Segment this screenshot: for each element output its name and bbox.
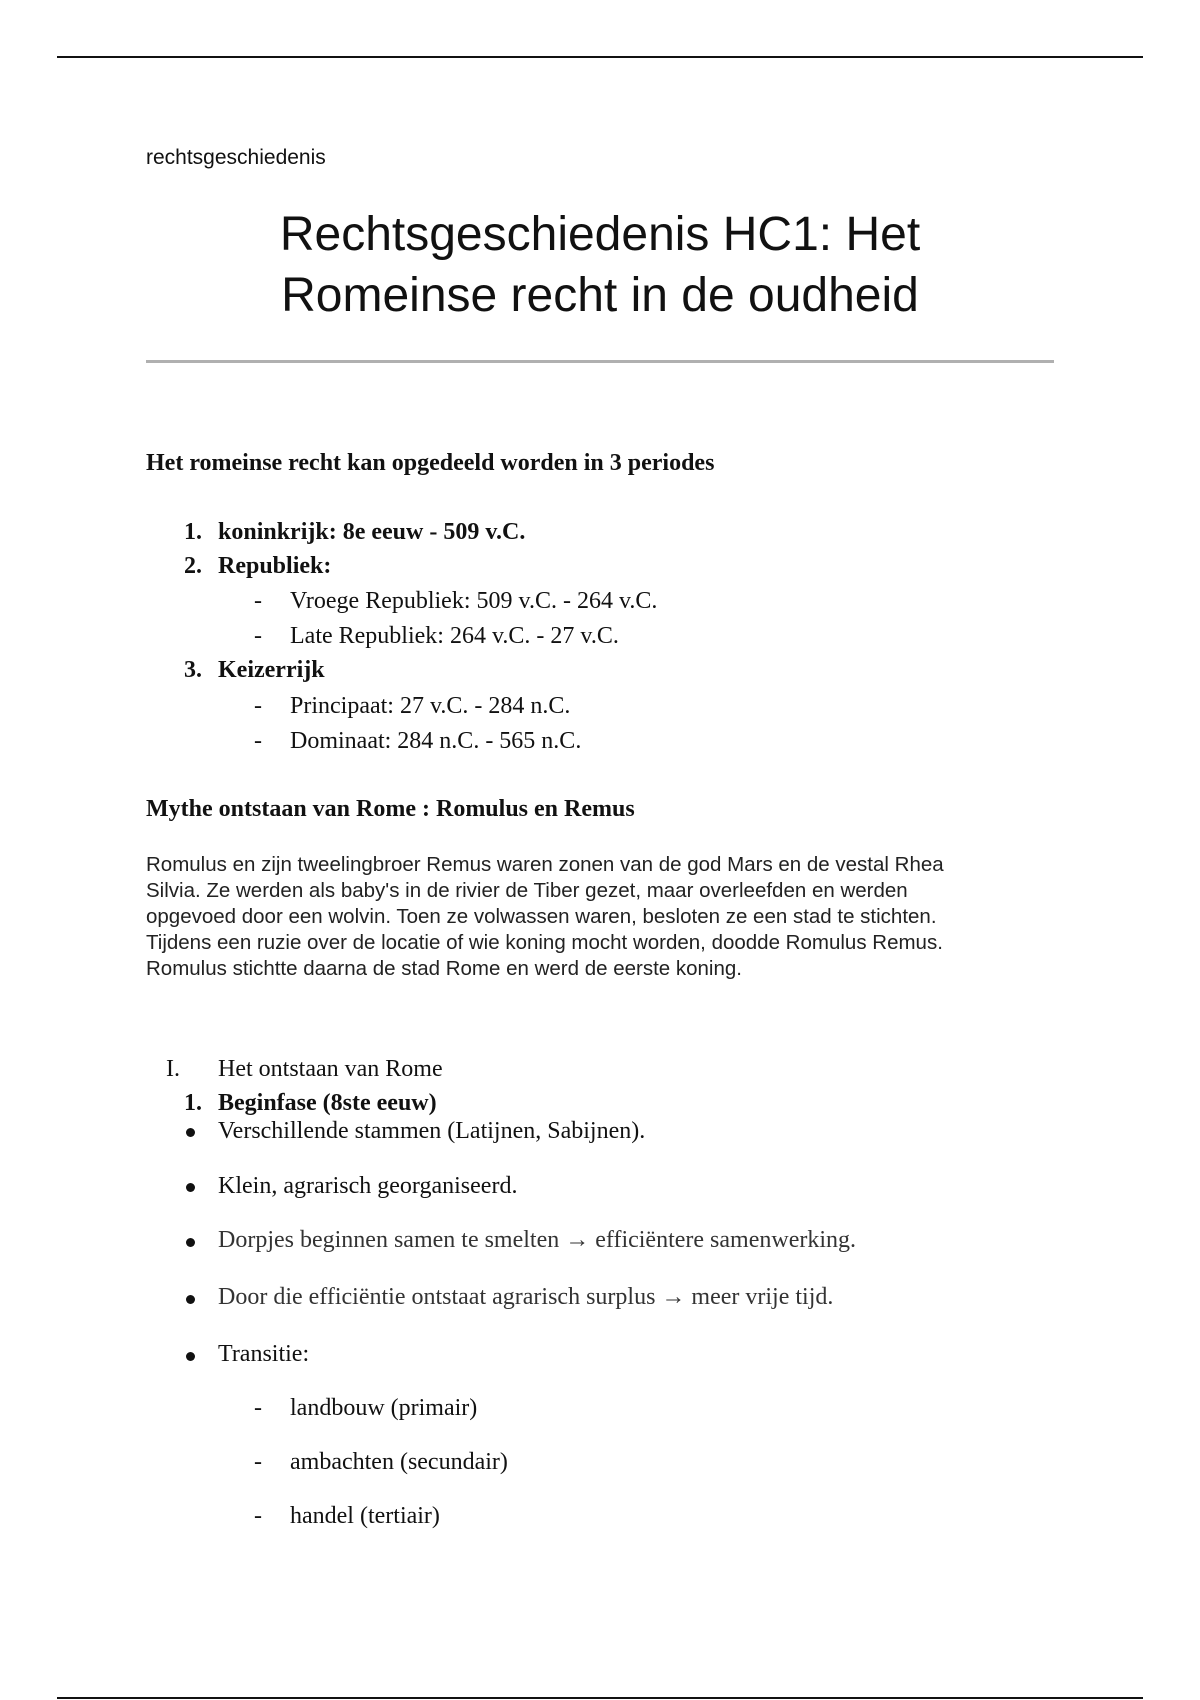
dash-marker: -	[254, 693, 262, 719]
period-1-number: 1.	[184, 519, 202, 545]
bullet-icon	[186, 1238, 195, 1247]
period-3-sub-2: Dominaat: 284 n.C. - 565 n.C.	[290, 728, 582, 754]
page-bottom-rule	[57, 1697, 1143, 1699]
phase-heading: Beginfase (8ste eeuw)	[218, 1090, 437, 1116]
title-line-2: Romeinse recht in de oudheid	[281, 269, 919, 322]
bullet-icon	[186, 1128, 195, 1137]
roman-numeral: I.	[166, 1056, 180, 1082]
transition-item-1: landbouw (primair)	[290, 1395, 478, 1421]
dash-marker: -	[254, 728, 262, 754]
bullet-item-2: Klein, agrarisch georganiseerd.	[218, 1173, 518, 1199]
myth-heading: Mythe ontstaan van Rome : Romulus en Remus	[146, 796, 635, 822]
phase-number: 1.	[184, 1090, 202, 1116]
myth-paragraph	[146, 852, 1046, 982]
period-2-number: 2.	[184, 553, 202, 579]
title-divider	[146, 360, 1054, 363]
bullet-item-3: Dorpjes beginnen samen te smelten → efficiëntere samenwerking.	[218, 1227, 857, 1253]
page-top-rule	[57, 56, 1143, 58]
bullet-icon	[186, 1183, 195, 1192]
myth-paragraph-line: Romulus stichtte daarna de stad Rome en werd de eerste koning.	[146, 957, 742, 980]
dash-marker: -	[254, 1449, 262, 1475]
dash-marker: -	[254, 1395, 262, 1421]
bullet-item-5: Transitie:	[218, 1341, 310, 1367]
bullet-icon	[186, 1352, 195, 1361]
bullet-item-4: Door die efficiëntie ontstaat agrarisch surplus → meer vrije tijd.	[218, 1284, 834, 1310]
page-title	[146, 204, 1054, 326]
period-3-sub-1: Principaat: 27 v.C. - 284 n.C.	[290, 693, 571, 719]
title-line-1: Rechtsgeschiedenis HC1: Het	[279, 208, 921, 261]
period-2-sub-1: Vroege Republiek: 509 v.C. - 264 v.C.	[290, 588, 658, 614]
dash-marker: -	[254, 588, 262, 614]
dash-marker: -	[254, 1503, 262, 1529]
myth-paragraph-line: Silvia. Ze werden als baby's in de rivier de Tiber gezet, maar overleefden en werden	[146, 879, 908, 902]
period-1-label: koninkrijk: 8e eeuw - 509 v.C.	[218, 519, 526, 545]
myth-paragraph-line: Romulus en zijn tweelingbroer Remus waren zonen van de god Mars en de vestal Rhea	[146, 853, 944, 876]
bullet-item-1: Verschillende stammen (Latijnen, Sabijnen).	[218, 1118, 646, 1144]
myth-paragraph-line: opgevoed door een wolvin. Toen ze volwassen waren, besloten ze een stad te stichten.	[146, 905, 937, 928]
periods-heading: Het romeinse recht kan opgedeeld worden in 3 periodes	[146, 450, 715, 476]
period-3-label: Keizerrijk	[218, 657, 325, 683]
origin-heading: Het ontstaan van Rome	[218, 1056, 443, 1082]
document-header-label: rechtsgeschiedenis	[146, 146, 326, 169]
transition-item-2: ambachten (secundair)	[290, 1449, 508, 1475]
bullet-icon	[186, 1295, 195, 1304]
myth-paragraph-line: Tijdens een ruzie over de locatie of wie koning mocht worden, doodde Romulus Remus.	[146, 931, 943, 954]
period-2-sub-2: Late Republiek: 264 v.C. - 27 v.C.	[290, 623, 619, 649]
transition-item-3: handel (tertiair)	[290, 1503, 440, 1529]
period-3-number: 3.	[184, 657, 202, 683]
dash-marker: -	[254, 623, 262, 649]
period-2-label: Republiek:	[218, 553, 332, 579]
